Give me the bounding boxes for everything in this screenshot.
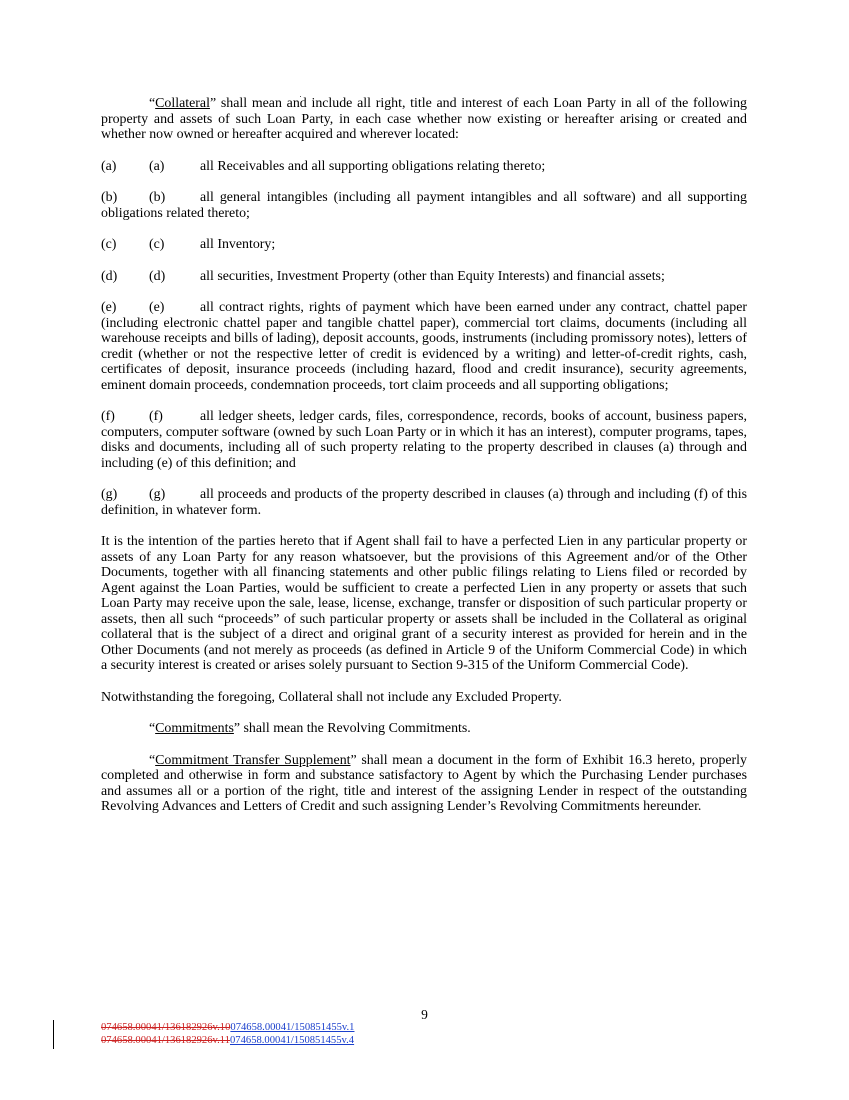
collateral-clause <box>101 300 747 393</box>
collateral-clause <box>101 409 747 471</box>
doc-id-deleted: 074658.00041/136182926v.10 <box>101 1022 231 1033</box>
clause-label: (b) <box>101 190 118 205</box>
doc-id-line-1 <box>101 1022 354 1035</box>
commitments-definition <box>101 721 747 737</box>
change-bar <box>53 1020 54 1049</box>
clause-text: all Receivables and all supporting obligations relating thereto; <box>200 158 546 174</box>
commitments-definition-text: ” shall mean the Revolving Commitments. <box>233 721 471 736</box>
clause-label: (f) <box>101 409 115 424</box>
clause-text: all securities, Investment Property (other than Equity Interests) and financial assets; <box>200 268 665 284</box>
clause-label: (g) <box>149 487 166 502</box>
clause-label: (f) <box>149 409 163 424</box>
intention-paragraph: It is the intention of the parties hereto that if Agent shall fail to have a perfected Lien in any particular property or assets of any Loan Party for any reason whatsoever, but the provisions of this Agreement and/or of the Other Documents, together with all financing statements and other public filings relating to Liens filed or recorded by Agent against the Loan Parties, would be sufficient to create a perfected Lien in any property or assets that such Loan Party may receive upon the sale, lease, license, exchange, transfer or disposition of such particular property or assets, then all such “proceeds” of such particular property or assets shall be included in the Collateral as original collateral that is the subject of a direct and original grant of a security interest as provided for herein and in the Other Documents (and not merely as proceeds (as defined in Article 9 of the Uniform Commercial Code) in which a security interest is created or arises solely pursuant to Section 9-315 of the Uniform Commercial Code). <box>101 534 747 673</box>
collateral-clause <box>101 159 747 175</box>
clause-text: all general intangibles (including all payment intangibles and all software) and all supporting obligations related thereto; <box>101 190 747 221</box>
page-number: 9 <box>421 1007 428 1022</box>
collateral-clause <box>101 487 747 518</box>
clause-label: (c) <box>149 237 165 252</box>
collateral-definition <box>101 96 747 143</box>
clause-label: (g) <box>101 487 118 502</box>
clause-label: (b) <box>149 190 166 205</box>
clause-label: (c) <box>101 237 117 252</box>
open-quote: “ <box>149 721 156 736</box>
doc-id-inserted: 074658.00041/150851455v.1 <box>230 1022 355 1033</box>
notwithstanding-paragraph: Notwithstanding the foregoing, Collateral shall not include any Excluded Property. <box>101 689 562 705</box>
commitment-transfer-definition <box>101 753 747 815</box>
clause-label: (a) <box>149 158 165 174</box>
collateral-clause <box>101 269 747 285</box>
collateral-clause <box>101 190 747 221</box>
clause-label: (d) <box>149 268 166 284</box>
clause-label: (e) <box>101 300 117 315</box>
doc-id-deleted: 074658.00041/136182926v.11 <box>101 1034 230 1046</box>
clause-label: (e) <box>149 300 165 315</box>
clause-text: all contract rights, rights of payment which have been earned under any contract, chattel paper (including electronic chattel paper and tangible chattel paper), commercial tort claims, documents (including all warehouse receipts and bills of lading), deposit accounts, goods, instruments (including promissory notes), letters of credit (whether or not the respective letter of credit is evidenced by a writing) and letter-of-credit rights, cash, certificates of deposit, insurance proceeds (including hazard, flood and credit insurance), security agreements, eminent domain proceeds, condemnation proceeds, tort claim proceeds and all supporting obligations; <box>101 300 747 393</box>
clause-text: all ledger sheets, ledger cards, files, correspondence, records, books of account, business papers, computers, computer software (owned by such Loan Party or in which it has an interest), computer programs, tapes, disks and documents, including all of such property relating to the property described in clauses (a) through and including (e) of this definition; and <box>101 409 747 471</box>
commitment-transfer-definition-text: ” shall mean a document in the form of Exhibit 16.3 hereto, properly completed and otherwise in form and substance satisfactory to Agent by which the Purchasing Lender purchases and assumes all or a portion of the right, title and interest of the assigning Lender in respect of the outstanding Revolving Advances and Letters of Credit and such assigning Lender’s Revolving Commitments hereunder. <box>101 752 747 814</box>
collateral-clause <box>101 237 747 253</box>
doc-id-line-2 <box>101 1035 354 1048</box>
clause-text: all Inventory; <box>200 237 276 252</box>
collateral-definition-text: ” shall mean and include all right, title and interest of each Loan Party in all of the following property and assets of such Loan Party, in each case whether now existing or hereafter arising or created and whether now owned or hereafter acquired and wherever located: <box>101 96 747 142</box>
defined-term-collateral: Collateral <box>155 96 210 111</box>
open-quote: “ <box>149 752 156 768</box>
open-quote: “ <box>149 96 156 111</box>
clause-text: all proceeds and products of the property described in clauses (a) through and including (f) of this definition, in whatever form. <box>101 487 747 518</box>
document-page <box>101 96 747 815</box>
collateral-clauses <box>101 159 747 519</box>
defined-term-commitment-transfer-supplement: Commitment Transfer Supplement <box>155 752 351 768</box>
clause-label: (a) <box>101 158 117 174</box>
document-ids <box>101 1022 354 1047</box>
doc-id-inserted: 074658.00041/150851455v.4 <box>230 1034 355 1046</box>
defined-term-commitments: Commitments <box>155 721 234 736</box>
clause-label: (d) <box>101 268 118 284</box>
